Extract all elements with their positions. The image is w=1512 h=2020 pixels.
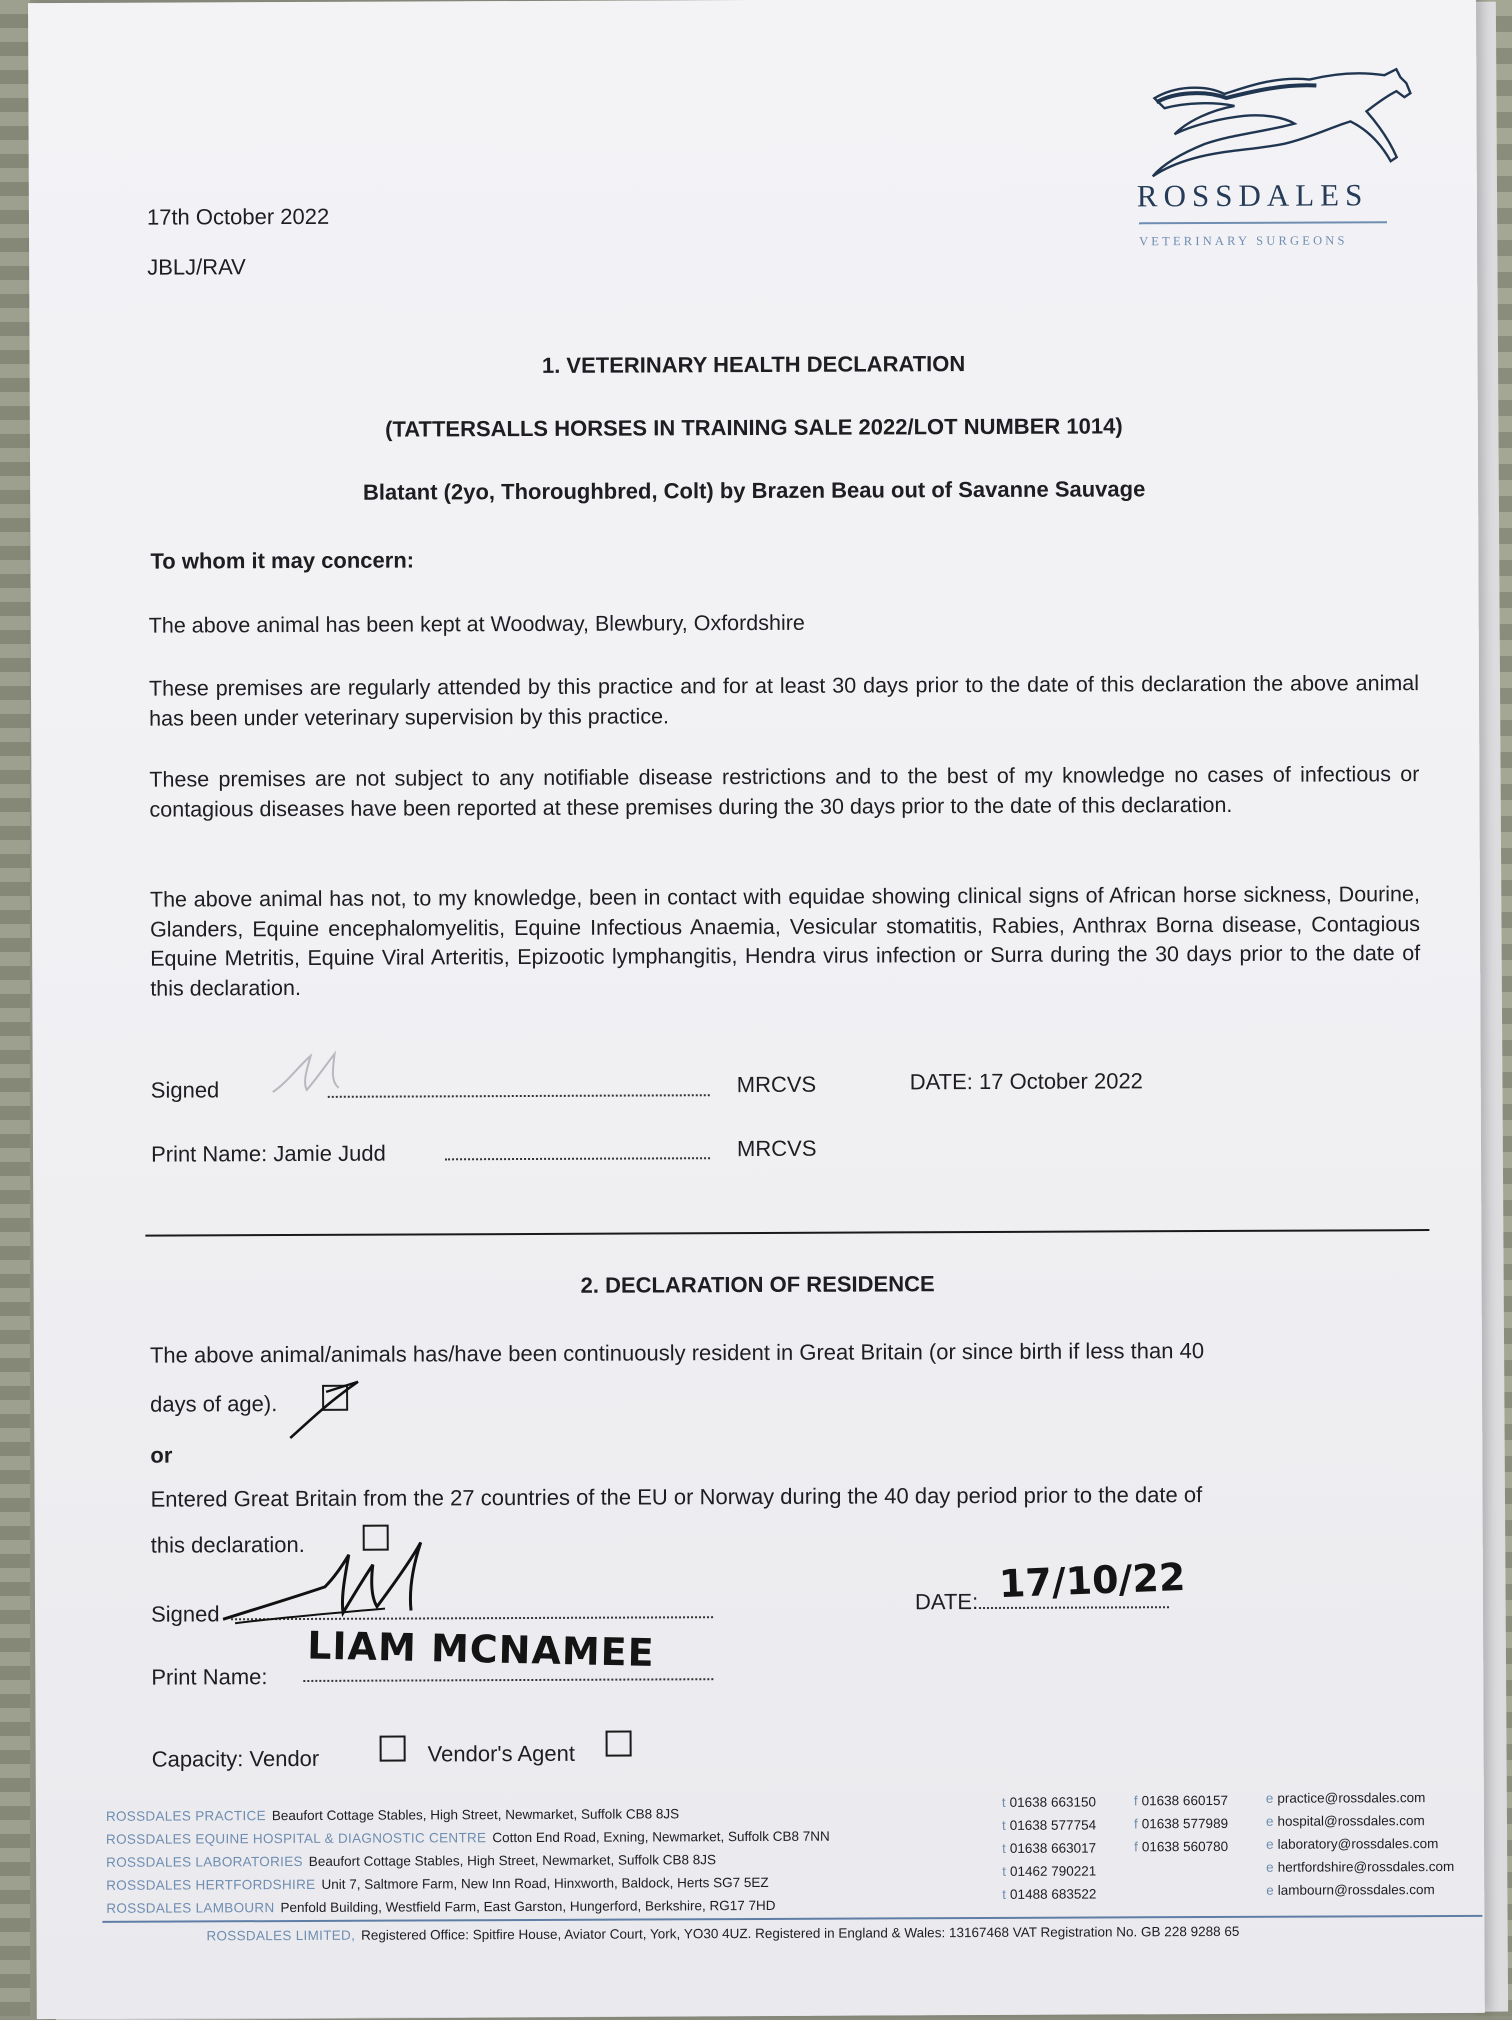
section1-heading: 1. VETERINARY HEALTH DECLARATION bbox=[541, 351, 966, 378]
footer-office-practice bbox=[106, 1806, 679, 1824]
date-label-2: DATE: bbox=[914, 1589, 979, 1615]
footer-office-label: ROSSDALES LABORATORIES bbox=[106, 1853, 303, 1870]
footer-email[interactable]: e laboratory@rossdales.com bbox=[1266, 1836, 1439, 1852]
footer-office-label: ROSSDALES HERTFORDSHIRE bbox=[106, 1876, 316, 1893]
handwritten-print-name: LIAM MCNAMEE bbox=[306, 1623, 656, 1675]
signature-line-1 bbox=[328, 1090, 710, 1098]
horse-logo-icon bbox=[1134, 57, 1425, 178]
footer-office-hertfordshire bbox=[106, 1875, 768, 1893]
footer-email[interactable]: e hertfordshire@rossdales.com bbox=[1266, 1858, 1455, 1875]
logo-name: ROSSDALES bbox=[1136, 177, 1369, 214]
handwritten-date: 17/10/22 bbox=[998, 1554, 1187, 1607]
footer-email[interactable]: e practice@rossdales.com bbox=[1265, 1790, 1426, 1806]
footer-office-address: Beaufort Cottage Stables, High Street, Newmarket, Suffolk CB8 8JS bbox=[271, 1806, 680, 1824]
footer-email[interactable]: e hospital@rossdales.com bbox=[1265, 1813, 1425, 1829]
footer-fax: f 01638 560780 bbox=[1134, 1838, 1229, 1855]
vendors-agent-label: Vendor's Agent bbox=[427, 1740, 576, 1767]
company-name: ROSSDALES LIMITED, bbox=[206, 1927, 356, 1944]
signed-label-1: Signed bbox=[150, 1077, 220, 1103]
or-text: or bbox=[150, 1442, 173, 1468]
footer-phone: t 01638 663150 bbox=[1001, 1794, 1097, 1810]
residence-line-1: The above animal/animals has/have been continuously resident in Great Britain (or since birth if less than 40 bbox=[149, 1338, 1205, 1368]
section2-heading: 2. DECLARATION OF RESIDENCE bbox=[580, 1271, 935, 1298]
footer-phone: t 01638 577754 bbox=[1001, 1817, 1097, 1833]
salutation: To whom it may concern: bbox=[150, 547, 415, 574]
registered-details: Registered Office: Spitfire House, Aviator Court, York, YO30 4UZ. Registered in England & Wales: 13167468 VAT Registration No. GB 228 9288 65 bbox=[361, 1923, 1240, 1943]
footer-office-label: ROSSDALES LAMBOURN bbox=[106, 1900, 275, 1916]
vendor-checkbox[interactable] bbox=[380, 1736, 406, 1762]
footer-phone: t 01462 790221 bbox=[1002, 1863, 1097, 1879]
mrcvs-label-2: MRCVS bbox=[736, 1135, 817, 1162]
residence-line-2b: this declaration. bbox=[150, 1531, 305, 1558]
background-fabric bbox=[0, 0, 30, 2016]
footer-fax: f 01638 577989 bbox=[1133, 1815, 1229, 1832]
footer-email[interactable]: e lambourn@rossdales.com bbox=[1266, 1882, 1435, 1898]
declaration-date-1: DATE: 17 October 2022 bbox=[909, 1068, 1143, 1095]
print-name-line-1 bbox=[445, 1153, 710, 1160]
checkbox-tick-mark-icon bbox=[286, 1374, 366, 1444]
footer-phone: t 01638 663017 bbox=[1002, 1840, 1097, 1856]
paragraph-disease-restrictions: These premises are not subject to any notifiable disease restrictions and to the best of my knowledge no cases of infectious or contagious diseases have been reported at these premises during the 30 days prior to the date of this declaration. bbox=[149, 762, 1420, 822]
logo-tagline: VETERINARY SURGEONS bbox=[1139, 233, 1348, 249]
letter-date: 17th October 2022 bbox=[146, 203, 330, 230]
residence-line-1b: days of age). bbox=[150, 1391, 278, 1417]
footer-office-address: Penfold Building, Westfield Farm, East Garston, Hungerford, Berkshire, RG17 7HD bbox=[280, 1897, 776, 1916]
footer-fax: f 01638 660157 bbox=[1133, 1792, 1229, 1809]
footer-phone: t 01488 683522 bbox=[1002, 1886, 1097, 1902]
footer-divider bbox=[102, 1915, 1482, 1923]
animal-description: Blatant (2yo, Thoroughbred, Colt) by Brazen Beau out of Savanne Sauvage bbox=[362, 476, 1146, 505]
print-name-label-2: Print Name: bbox=[151, 1664, 268, 1690]
footer-office-address: Beaufort Cottage Stables, High Street, Newmarket, Suffolk CB8 8JS bbox=[308, 1852, 717, 1869]
footer-office-lambourn bbox=[106, 1898, 775, 1916]
print-name-1: Print Name: Jamie Judd bbox=[150, 1140, 386, 1167]
footer-office-hospital bbox=[106, 1829, 830, 1847]
signed-label-2: Signed bbox=[150, 1601, 220, 1627]
footer-office-label: ROSSDALES EQUINE HOSPITAL & DIAGNOSTIC CENTRE bbox=[105, 1830, 487, 1847]
footer-office-address: Cotton End Road, Exning, Newmarket, Suffolk CB8 7NN bbox=[492, 1828, 830, 1846]
footer-office-label: ROSSDALES PRACTICE bbox=[105, 1808, 266, 1824]
paragraph-contact-equidae: The above animal has not, to my knowledge, been in contact with equidae showing clinical signs of African horse sickness, Dourine, Glanders, Equine encephalomyelitis, Equine Infectious Anaemia, Vesicular stomatitis, Rabies, Anthrax Borna disease, Contagious Equine Metritis, Equine Viral Arteritis, Epizootic lymphangitis, Hendra virus infection or Surra during the 30 days prior to the date of this declaration. bbox=[149, 882, 1421, 1001]
section1-subheading: (TATTERSALLS HORSES IN TRAINING SALE 2022/LOT NUMBER 1014) bbox=[385, 413, 1123, 442]
capacity-vendor-label: Capacity: Vendor bbox=[151, 1745, 320, 1772]
paragraph-supervision: These premises are regularly attended by this practice and for at least 30 days prior to the date of this declaration the above animal has been under veterinary supervision by this practice. bbox=[148, 671, 1420, 731]
footer-registered-office bbox=[206, 1924, 1239, 1944]
mrcvs-label-1: MRCVS bbox=[736, 1071, 817, 1098]
vendors-agent-checkbox[interactable] bbox=[606, 1731, 632, 1757]
letter-reference: JBLJ/RAV bbox=[147, 254, 246, 280]
residence-line-2: Entered Great Britain from the 27 countries of the EU or Norway during the 40 day period prior to the date of bbox=[150, 1482, 1203, 1512]
footer-office-laboratories bbox=[106, 1852, 716, 1870]
print-name-line-2 bbox=[303, 1674, 713, 1682]
section-divider bbox=[145, 1229, 1429, 1237]
logo-divider bbox=[1139, 221, 1387, 224]
footer-office-address: Unit 7, Saltmore Farm, New Inn Road, Hinxworth, Baldock, Herts SG7 5EZ bbox=[321, 1874, 769, 1892]
document-page bbox=[28, 0, 1485, 2019]
handwritten-signature-icon bbox=[215, 1536, 475, 1637]
paragraph-premises-location: The above animal has been kept at Woodway, Blewbury, Oxfordshire bbox=[148, 610, 805, 638]
